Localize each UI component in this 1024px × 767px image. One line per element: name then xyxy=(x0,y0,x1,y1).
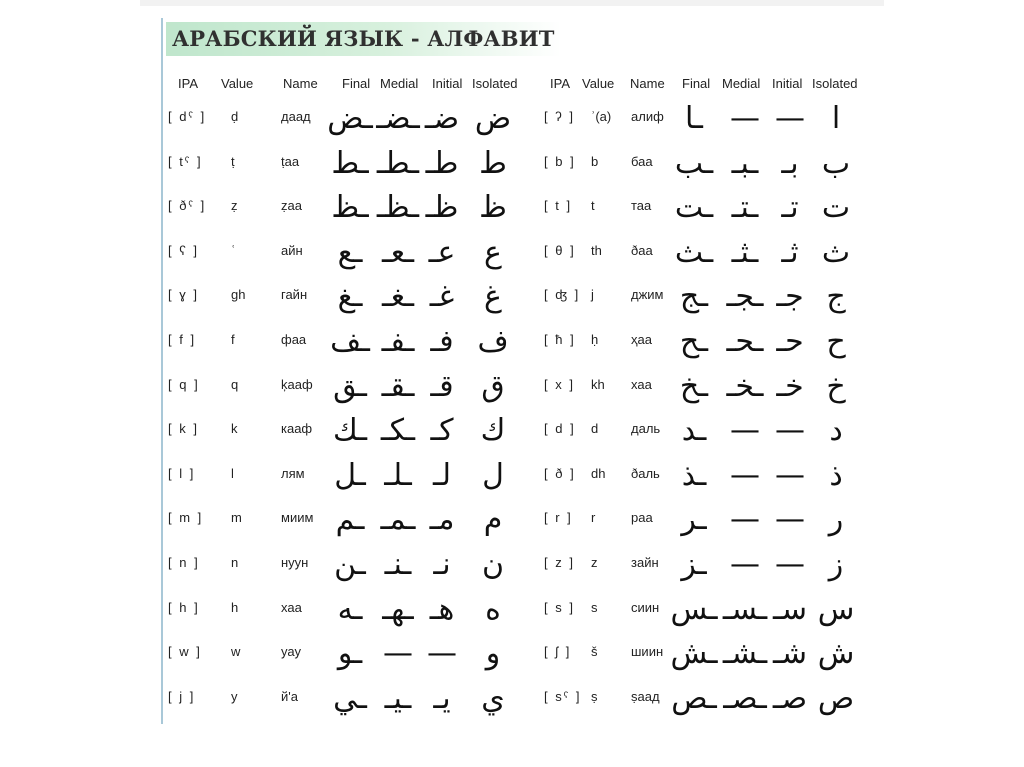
left-row-7-initial: قـ xyxy=(430,368,454,404)
right-row-2-final: ـب xyxy=(674,145,714,181)
left-row-14-isolated: ي xyxy=(481,680,505,716)
left-row-8-medial: ـكـ xyxy=(380,413,416,449)
right-row-11-value: z xyxy=(591,555,598,570)
left-row-2-value: ṭ xyxy=(231,153,235,169)
right-row-3-isolated: ت xyxy=(821,190,851,226)
right-row-8-name: даль xyxy=(631,421,661,437)
left-row-9-name: лям xyxy=(281,465,305,481)
right-row-8-final: ـد xyxy=(681,413,707,449)
left-row-5-initial: غـ xyxy=(429,279,455,315)
left-row-13-value: w xyxy=(231,644,241,660)
right-row-13-name: шиин xyxy=(631,644,664,660)
right-row-7-final: ـخ xyxy=(679,368,709,404)
left-row-9-medial: ـلـ xyxy=(384,457,412,493)
right-row-13-medial: ـشـ xyxy=(722,636,768,672)
left-row-11-initial: نـ xyxy=(433,547,451,582)
right-row-11-final: ـز xyxy=(681,547,707,582)
left-row-2-final: ـط xyxy=(331,145,369,181)
right-row-6-medial: ـحـ xyxy=(726,324,764,359)
right-row-4-initial: ثـ xyxy=(781,234,799,270)
right-row-8-isolated: د xyxy=(829,413,843,449)
right-row-10-final: ـر xyxy=(681,502,707,538)
left-row-7-ipa: [ q ] xyxy=(168,376,200,392)
left-row-10-value: m xyxy=(231,510,242,526)
right-row-3-value: t xyxy=(591,198,595,214)
right-row-10-medial: — xyxy=(730,502,760,538)
left-row-3-ipa: [ ðˤ ] xyxy=(168,198,207,214)
right-row-8-ipa: [ d ] xyxy=(544,421,576,437)
left-header-ipa: IPA xyxy=(178,76,198,91)
right-header-initial: Initial xyxy=(772,76,803,91)
right-row-1-final: ـا xyxy=(685,101,703,136)
left-row-8-isolated: ك xyxy=(480,413,506,449)
left-row-12-final: ـه xyxy=(337,591,363,627)
right-row-1-medial: — xyxy=(730,101,760,136)
left-row-3-value: ẓ xyxy=(231,198,238,214)
right-row-8-medial: — xyxy=(730,413,760,449)
right-row-3-ipa: [ t ] xyxy=(544,198,573,214)
left-row-6-isolated: ف xyxy=(477,324,509,359)
left-row-14-final: ـي xyxy=(333,680,367,716)
left-header-medial: Medial xyxy=(380,76,419,91)
right-row-2-name: баа xyxy=(631,153,653,169)
right-row-7-initial: خـ xyxy=(776,368,804,404)
left-row-14-name: й'а xyxy=(281,688,298,704)
left-row-7-isolated: ق xyxy=(481,368,505,404)
right-row-14-value: ṣ xyxy=(591,688,598,704)
right-row-13-ipa: [ ʃ ] xyxy=(544,644,572,660)
left-row-8-name: кааф xyxy=(281,421,313,437)
right-row-1-initial: — xyxy=(775,101,805,136)
left-header-value: Value xyxy=(221,76,254,91)
right-header-medial: Medial xyxy=(722,76,761,91)
left-row-8-initial: كـ xyxy=(430,413,454,449)
right-row-10-value: r xyxy=(591,510,596,526)
right-row-14-ipa: [ sˤ ] xyxy=(544,688,582,704)
left-row-13-final: ـو xyxy=(337,636,363,672)
left-row-6-medial: ـفـ xyxy=(381,324,415,359)
left-row-10-isolated: م xyxy=(483,502,503,538)
right-row-2-medial: ـبـ xyxy=(731,145,759,181)
right-row-12-name: сиин xyxy=(631,599,660,615)
right-row-6-ipa: [ ħ ] xyxy=(544,332,576,347)
left-row-6-name: фаа xyxy=(281,332,307,347)
right-row-5-name: джим xyxy=(631,287,664,303)
right-row-2-isolated: ب xyxy=(821,145,851,181)
right-row-6-initial: حـ xyxy=(776,324,804,359)
left-row-3-initial: ظـ xyxy=(425,190,459,226)
left-row-13-ipa: [ w ] xyxy=(168,644,202,660)
right-row-12-isolated: س xyxy=(817,591,855,627)
left-row-5-final: ـغ xyxy=(337,279,363,315)
right-row-7-medial: ـخـ xyxy=(726,368,764,404)
left-row-1-ipa: [ dˤ ] xyxy=(168,109,207,124)
left-row-13-initial: — xyxy=(427,636,457,672)
right-row-12-initial: سـ xyxy=(773,591,807,627)
right-row-1-isolated: ا xyxy=(831,101,841,136)
left-row-7-final: ـق xyxy=(333,368,367,404)
left-row-9-initial: لـ xyxy=(433,457,451,493)
right-row-5-ipa: [ ʤ ] xyxy=(544,287,581,303)
right-row-5-value: j xyxy=(591,287,594,303)
right-row-3-final: ـت xyxy=(674,190,714,226)
right-row-7-ipa: [ x ] xyxy=(544,376,575,392)
right-row-3-name: таа xyxy=(631,198,652,214)
left-row-3-isolated: ظ xyxy=(479,190,507,226)
right-row-9-initial: — xyxy=(775,457,805,493)
left-row-10-initial: مـ xyxy=(429,502,455,538)
left-row-8-ipa: [ k ] xyxy=(168,421,199,437)
left-row-1-initial: ضـ xyxy=(424,101,460,136)
right-row-9-medial: — xyxy=(730,457,760,493)
left-row-4-initial: عـ xyxy=(428,234,456,270)
right-row-10-isolated: ر xyxy=(828,502,844,538)
left-header-final: Final xyxy=(342,76,371,91)
right-row-8-value: d xyxy=(591,421,599,437)
left-row-11-isolated: ن xyxy=(481,547,505,582)
left-row-9-value: l xyxy=(231,465,234,481)
right-header-name: Name xyxy=(630,76,665,91)
left-row-12-medial: ـهـ xyxy=(382,591,414,627)
left-row-4-medial: ـعـ xyxy=(381,234,415,270)
right-row-2-initial: بـ xyxy=(781,145,799,181)
left-row-1-name: даад xyxy=(281,109,311,124)
right-row-3-initial: تـ xyxy=(781,190,799,226)
right-row-5-medial: ـجـ xyxy=(726,279,764,315)
left-row-11-medial: ـنـ xyxy=(384,547,412,582)
right-row-3-medial: ـتـ xyxy=(731,190,759,226)
left-row-11-name: нуун xyxy=(281,555,309,570)
right-row-12-medial: ـسـ xyxy=(722,591,768,627)
right-row-9-value: dh xyxy=(591,465,606,481)
right-row-9-ipa: [ ð ] xyxy=(544,465,576,481)
left-row-5-isolated: غ xyxy=(484,279,502,315)
right-row-4-name: ðаа xyxy=(631,242,653,258)
right-row-14-isolated: ص xyxy=(817,680,855,716)
right-row-13-initial: شـ xyxy=(773,636,807,672)
right-row-14-initial: صـ xyxy=(772,680,808,716)
left-row-14-medial: ـيـ xyxy=(384,680,412,716)
right-row-6-value: ḥ xyxy=(591,332,599,347)
right-row-12-value: s xyxy=(591,599,598,615)
right-row-5-final: ـج xyxy=(679,279,709,315)
right-row-14-medial: ـصـ xyxy=(723,680,767,716)
left-rule xyxy=(161,18,163,724)
right-row-11-isolated: ز xyxy=(828,547,844,582)
right-row-6-name: ҳаа xyxy=(631,332,652,347)
top-border xyxy=(140,0,884,6)
left-row-4-ipa: [ ʕ ] xyxy=(168,242,199,258)
right-row-14-final: ـص xyxy=(671,680,717,716)
right-header-isolated: Isolated xyxy=(812,76,858,91)
right-row-11-ipa: [ z ] xyxy=(544,555,575,570)
left-row-13-name: уау xyxy=(281,644,301,660)
right-row-11-medial: — xyxy=(730,547,760,582)
left-row-12-initial: هـ xyxy=(429,591,455,627)
left-row-14-initial: يـ xyxy=(433,680,451,716)
right-row-1-ipa: [ ʔ ] xyxy=(544,109,575,124)
right-row-2-value: b xyxy=(591,153,599,169)
right-row-13-value: š xyxy=(591,644,598,660)
right-header-ipa: IPA xyxy=(550,76,570,91)
left-row-1-isolated: ض xyxy=(474,101,512,136)
left-row-2-isolated: ط xyxy=(479,145,507,181)
left-row-11-final: ـن xyxy=(334,547,366,582)
left-row-5-name: гайн xyxy=(281,287,308,303)
left-row-13-isolated: و xyxy=(485,636,501,672)
right-row-1-value: ʾ(a) xyxy=(591,109,612,124)
left-header-name: Name xyxy=(283,76,318,91)
right-row-9-final: ـذ xyxy=(681,457,707,493)
left-row-13-medial: — xyxy=(383,636,413,672)
right-row-9-isolated: ذ xyxy=(829,457,843,493)
right-row-13-isolated: ش xyxy=(817,636,855,672)
right-row-10-ipa: [ r ] xyxy=(544,510,573,526)
left-row-3-final: ـظ xyxy=(331,190,369,226)
left-row-11-value: n xyxy=(231,555,239,570)
right-row-14-name: ṣаад xyxy=(631,688,660,704)
left-row-12-isolated: ه xyxy=(485,591,501,627)
right-row-7-name: хаа xyxy=(631,376,652,392)
left-row-7-medial: ـقـ xyxy=(381,368,415,404)
right-row-10-initial: — xyxy=(775,502,805,538)
right-row-4-final: ـث xyxy=(674,234,714,270)
right-row-12-ipa: [ s ] xyxy=(544,599,575,615)
right-row-4-value: th xyxy=(591,242,602,258)
right-row-2-ipa: [ b ] xyxy=(544,153,576,169)
left-row-10-final: ـم xyxy=(335,502,365,538)
left-row-1-medial: ـضـ xyxy=(376,101,420,136)
right-row-12-final: ـس xyxy=(670,591,718,627)
left-row-2-ipa: [ tˤ ] xyxy=(168,153,203,169)
left-row-9-isolated: ل xyxy=(482,457,504,493)
left-row-12-ipa: [ h ] xyxy=(168,599,200,615)
left-row-2-medial: ـطـ xyxy=(376,145,420,181)
left-header-isolated: Isolated xyxy=(472,76,518,91)
right-row-6-isolated: ح xyxy=(826,324,846,359)
left-row-8-value: k xyxy=(231,421,238,437)
left-row-12-value: h xyxy=(231,599,239,615)
left-row-11-ipa: [ n ] xyxy=(168,555,200,570)
left-row-10-ipa: [ m ] xyxy=(168,510,204,526)
left-row-6-ipa: [ f ] xyxy=(168,332,197,347)
left-row-10-medial: ـمـ xyxy=(380,502,416,538)
left-row-7-name: ķааф xyxy=(281,376,313,392)
left-row-10-name: миим xyxy=(281,510,314,526)
left-row-6-final: ـف xyxy=(330,324,370,359)
left-row-5-medial: ـغـ xyxy=(381,279,415,315)
left-row-1-value: ḍ xyxy=(231,109,239,124)
left-row-4-name: айн xyxy=(281,242,303,258)
page-title: АРАБСКИЙ ЯЗЫК - АЛФАВИТ xyxy=(166,22,561,56)
left-row-8-final: ـك xyxy=(332,413,368,449)
left-row-9-final: ـل xyxy=(334,457,366,493)
left-row-5-value: gh xyxy=(231,287,246,303)
left-row-2-name: ṭаа xyxy=(281,153,300,169)
left-row-6-initial: فـ xyxy=(430,324,454,359)
left-row-7-value: q xyxy=(231,376,239,392)
right-row-1-name: алиф xyxy=(631,109,664,124)
right-row-4-isolated: ث xyxy=(821,234,851,270)
left-row-4-isolated: ع xyxy=(484,234,502,270)
left-row-5-ipa: [ ɣ ] xyxy=(168,287,199,303)
left-row-4-value: ʿ xyxy=(231,242,236,258)
right-header-value: Value xyxy=(582,76,615,91)
left-row-4-final: ـع xyxy=(337,234,363,270)
right-header-final: Final xyxy=(682,76,711,91)
right-row-6-final: ـح xyxy=(679,324,709,359)
right-row-4-ipa: [ θ ] xyxy=(544,242,576,258)
left-row-1-final: ـض xyxy=(327,101,373,136)
right-row-11-initial: — xyxy=(775,547,805,582)
right-row-13-final: ـش xyxy=(670,636,718,672)
right-row-10-name: раа xyxy=(631,510,653,526)
left-row-14-ipa: [ j ] xyxy=(168,688,196,704)
right-row-11-name: зайн xyxy=(631,555,659,570)
left-row-6-value: f xyxy=(231,332,235,347)
right-row-9-name: ðаль xyxy=(631,465,660,481)
left-row-3-name: ẓаа xyxy=(281,198,302,214)
left-row-9-ipa: [ l ] xyxy=(168,465,196,481)
left-header-initial: Initial xyxy=(432,76,463,91)
right-row-5-initial: جـ xyxy=(776,279,804,315)
left-row-14-value: y xyxy=(231,688,238,704)
right-row-5-isolated: ج xyxy=(826,279,846,315)
right-row-8-initial: — xyxy=(775,413,805,449)
right-row-7-isolated: خ xyxy=(826,368,846,404)
left-row-2-initial: طـ xyxy=(425,145,459,181)
right-row-4-medial: ـثـ xyxy=(731,234,759,270)
left-row-3-medial: ـظـ xyxy=(376,190,420,226)
left-row-12-name: хаа xyxy=(281,599,302,615)
right-row-7-value: kh xyxy=(591,376,605,392)
